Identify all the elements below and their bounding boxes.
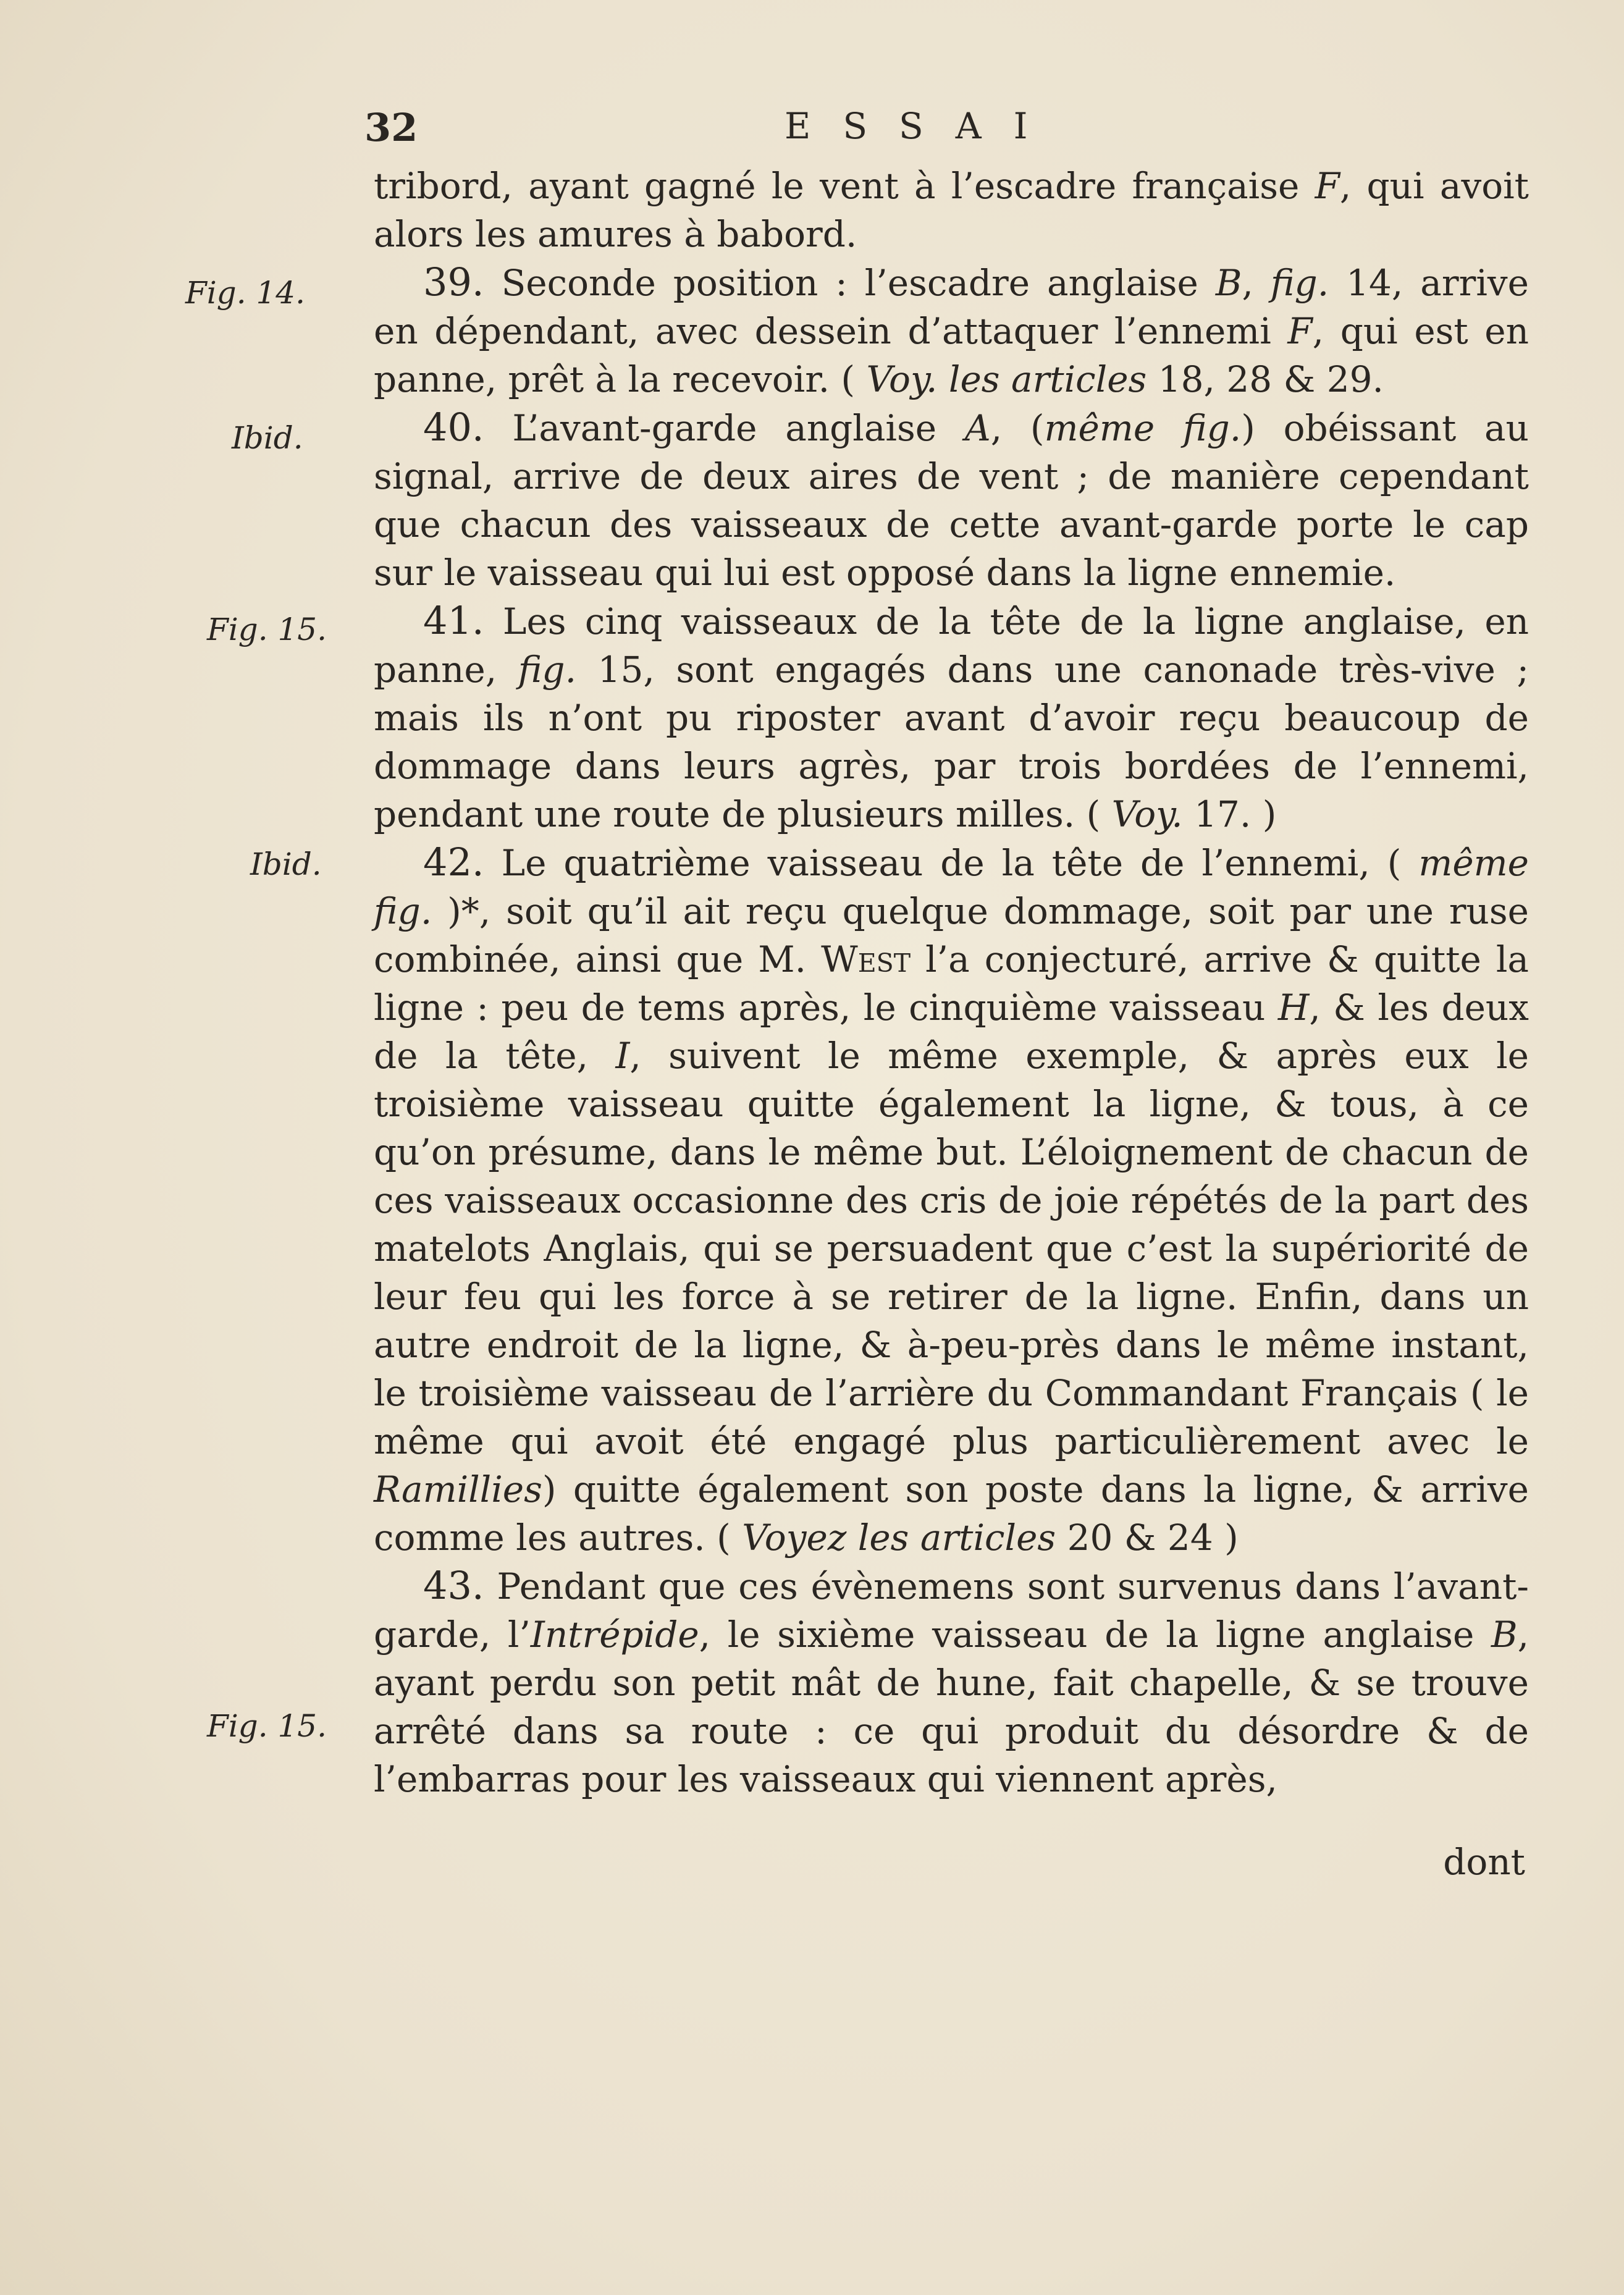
margin-note: Fig. 15. xyxy=(207,612,327,647)
italic-text: H xyxy=(1277,987,1310,1029)
text-run: , qui avoit alors les amures à babord. xyxy=(374,165,1529,255)
text-run: , ayant perdu son petit mât de hune, fait chapelle, & se trouve arrêté dans sa route : ce qui produit du désordre & de l’embarras pour les vaisseaux qui viennent après, xyxy=(374,1614,1529,1800)
body-text xyxy=(374,162,1529,1803)
italic-text: fig. xyxy=(518,649,576,691)
small-caps-name: West xyxy=(821,938,911,980)
catchword: dont xyxy=(1443,1841,1525,1883)
text-run: 15, sont engagés dans une canonade très-vive ; mais ils n’ont pu riposter avant d’avoir reçu beaucoup de dommage dans leurs agrès, par trois bordées de l’ennemi, pendant une route de plusieurs milles. ( xyxy=(374,649,1529,835)
text-run: Les cinq vaisseaux de la tête de la ligne anglaise, en panne, xyxy=(374,600,1529,691)
text-run: , & les deux de la tête, xyxy=(374,987,1529,1077)
article-number: 39. xyxy=(423,259,484,305)
text-run: Le quatrième vaisseau de la tête de l’ennemi, ( xyxy=(484,842,1419,884)
italic-text: Intrépide xyxy=(530,1614,699,1656)
paragraph xyxy=(374,597,1529,838)
italic-text: A xyxy=(964,407,991,449)
italic-text: fig. xyxy=(1270,262,1329,304)
italic-text: Ramillies xyxy=(374,1468,542,1510)
italic-text: même fig. xyxy=(1044,407,1242,449)
article-number: 40. xyxy=(423,405,484,450)
text-run: l’a conjecturé, arrive & quitte la ligne : peu de tems après, le cinquième vaisseau xyxy=(374,938,1529,1029)
paragraph xyxy=(374,838,1529,1562)
italic-text: Voy. xyxy=(1111,793,1183,835)
text-run: Seconde position : l’escadre anglaise xyxy=(484,262,1216,304)
text-run: 17. ) xyxy=(1182,793,1277,835)
text-run: , le sixième vaisseau de la ligne anglaise xyxy=(699,1614,1491,1656)
text-run: Pendant que ces évènemens sont survenus dans l’avant-garde, l’ xyxy=(374,1565,1529,1656)
paragraph xyxy=(374,162,1529,258)
article-number: 43. xyxy=(423,1563,484,1608)
margin-note: Ibid. xyxy=(232,420,303,456)
italic-text: B xyxy=(1491,1614,1518,1656)
text-run: tribord, ayant gagné le vent à l’escadre française xyxy=(374,165,1315,207)
italic-text: F xyxy=(1315,165,1340,207)
paragraph xyxy=(374,258,1529,403)
page-number: 32 xyxy=(364,105,418,150)
margin-note: Fig. 15. xyxy=(207,1708,327,1744)
text-run: , suivent le même exemple, & après eux le troisième vaisseau quitte également la ligne, & tous, à ce qu’on présume, dans le même but. L’éloignement de chacun de ces vaisseaux occasionne des cris de joie répétés de la part des matelots Anglais, qui se persuadent que c’est la supériorité de leur feu qui les force à se retirer de la ligne. Enfin, dans un autre endroit de la ligne, & à-peu-près dans le même instant, le troisième vaisseau de l’arrière du Commandant Français ( le même qui avoit été engagé plus particulièrement avec le xyxy=(374,1035,1529,1462)
text-run: , ( xyxy=(990,407,1045,449)
text-run: 18, 28 & 29. xyxy=(1146,358,1384,400)
paragraph xyxy=(374,1562,1529,1803)
text-run: 14, arrive en dépendant, avec dessein d’attaquer l’ennemi xyxy=(374,262,1529,352)
margin-note: Fig. 14. xyxy=(185,275,305,311)
text-run: ) obéissant au signal, arrive de deux aires de vent ; de manière cependant que chacun des vaisseaux de cette avant-garde porte le cap sur le vaisseau qui lui est opposé dans la ligne ennemie. xyxy=(374,407,1529,594)
italic-text: Voyez les articles xyxy=(742,1517,1056,1559)
italic-text: B xyxy=(1215,262,1242,304)
italic-text: même fig. xyxy=(374,842,1529,932)
italic-text: F xyxy=(1287,310,1313,352)
article-number: 42. xyxy=(423,840,484,885)
margin-note: Ibid. xyxy=(250,846,322,882)
running-title: ESSAI xyxy=(785,105,1060,147)
text-run: L’avant-garde anglaise xyxy=(484,407,965,449)
italic-text: Voy. les articles xyxy=(866,358,1147,400)
text-run: , xyxy=(1242,262,1271,304)
text-run: )*, soit qu’il ait reçu quelque dommage, soit par une ruse combinée, ainsi que M. xyxy=(374,890,1529,980)
text-run: ) quitte également son poste dans la ligne, & arrive comme les autres. ( xyxy=(374,1468,1529,1559)
article-number: 41. xyxy=(423,598,484,643)
paragraph xyxy=(374,403,1529,597)
page-header xyxy=(364,105,1526,161)
text-run: , qui est en panne, prêt à la recevoir. ( xyxy=(374,310,1529,400)
italic-text: I xyxy=(615,1035,630,1077)
text-run: 20 & 24 ) xyxy=(1056,1517,1239,1559)
